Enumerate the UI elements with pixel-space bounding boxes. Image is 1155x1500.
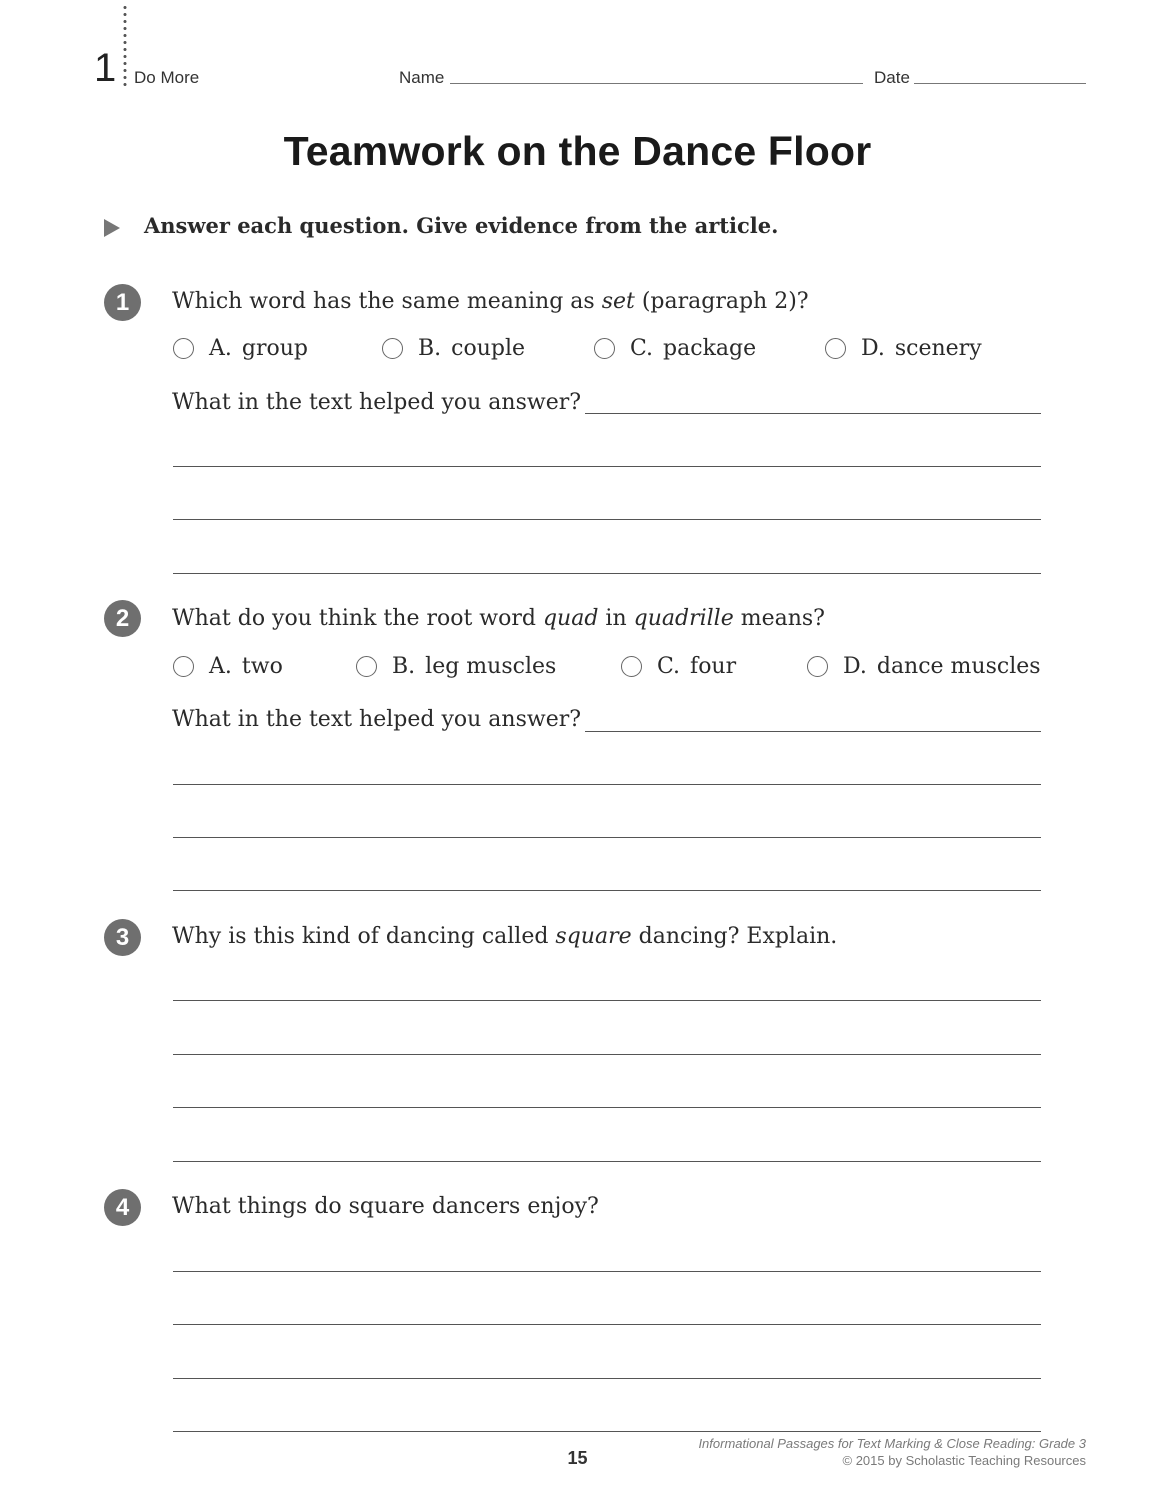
radio-button[interactable] xyxy=(807,656,828,677)
answer-line[interactable] xyxy=(173,1378,1041,1379)
evidence-prompt: What in the text helped you answer? xyxy=(172,390,582,415)
radio-button[interactable] xyxy=(621,656,642,677)
page-title: Teamwork on the Dance Floor xyxy=(283,128,872,174)
play-arrow-icon xyxy=(104,219,120,237)
answer-line[interactable] xyxy=(173,573,1041,574)
question-number-badge: 3 xyxy=(104,919,141,956)
question-number-badge: 2 xyxy=(104,600,141,637)
option-2d[interactable]: D. dance muscles xyxy=(807,654,1041,679)
evidence-prompt: What in the text helped you answer? xyxy=(172,707,582,732)
answer-line[interactable] xyxy=(585,413,1041,414)
question-3-text: Why is this kind of dancing called square dancing? Explain. xyxy=(172,924,838,949)
option-1b[interactable]: B. couple xyxy=(382,336,525,361)
option-2c[interactable]: C. four xyxy=(621,654,736,679)
radio-button[interactable] xyxy=(356,656,377,677)
name-label: Name xyxy=(399,68,445,87)
answer-line[interactable] xyxy=(173,466,1041,467)
answer-line[interactable] xyxy=(173,1000,1041,1001)
radio-button[interactable] xyxy=(173,656,194,677)
option-1a[interactable]: A. group xyxy=(173,336,308,361)
question-number-badge: 4 xyxy=(104,1189,141,1226)
question-1-text: Which word has the same meaning as set (paragraph 2)? xyxy=(172,289,809,314)
date-field[interactable] xyxy=(914,83,1086,84)
instructions: Answer each question. Give evidence from the article. xyxy=(144,213,779,238)
section-label: Do More xyxy=(134,68,200,87)
option-2b[interactable]: B. leg muscles xyxy=(356,654,556,679)
radio-button[interactable] xyxy=(825,338,846,359)
answer-line[interactable] xyxy=(173,519,1041,520)
answer-line[interactable] xyxy=(173,1161,1041,1162)
option-1c[interactable]: C. package xyxy=(594,336,756,361)
answer-line[interactable] xyxy=(173,1431,1041,1432)
radio-button[interactable] xyxy=(173,338,194,359)
question-number-badge: 1 xyxy=(104,284,141,321)
date-label: Date xyxy=(874,68,910,87)
question-2-text: What do you think the root word quad in quadrille means? xyxy=(172,606,825,631)
question-4-text: What things do square dancers enjoy? xyxy=(172,1194,599,1219)
option-2a[interactable]: A. two xyxy=(173,654,283,679)
answer-line[interactable] xyxy=(173,890,1041,891)
name-field[interactable] xyxy=(450,83,863,84)
page-number: 15 xyxy=(567,1448,588,1468)
radio-button[interactable] xyxy=(594,338,615,359)
answer-line[interactable] xyxy=(173,1054,1041,1055)
answer-line[interactable] xyxy=(585,731,1041,732)
answer-line[interactable] xyxy=(173,837,1041,838)
answer-line[interactable] xyxy=(173,1107,1041,1108)
answer-line[interactable] xyxy=(173,1324,1041,1325)
radio-button[interactable] xyxy=(382,338,403,359)
copyright-notice: © 2015 by Scholastic Teaching Resources xyxy=(842,1453,1086,1468)
answer-line[interactable] xyxy=(173,1271,1041,1272)
book-title-credit: Informational Passages for Text Marking & Close Reading: Grade 3 xyxy=(698,1436,1086,1451)
unit-number: 1 xyxy=(94,46,117,90)
option-1d[interactable]: D. scenery xyxy=(825,336,982,361)
answer-line[interactable] xyxy=(173,784,1041,785)
dotted-divider xyxy=(123,4,127,86)
